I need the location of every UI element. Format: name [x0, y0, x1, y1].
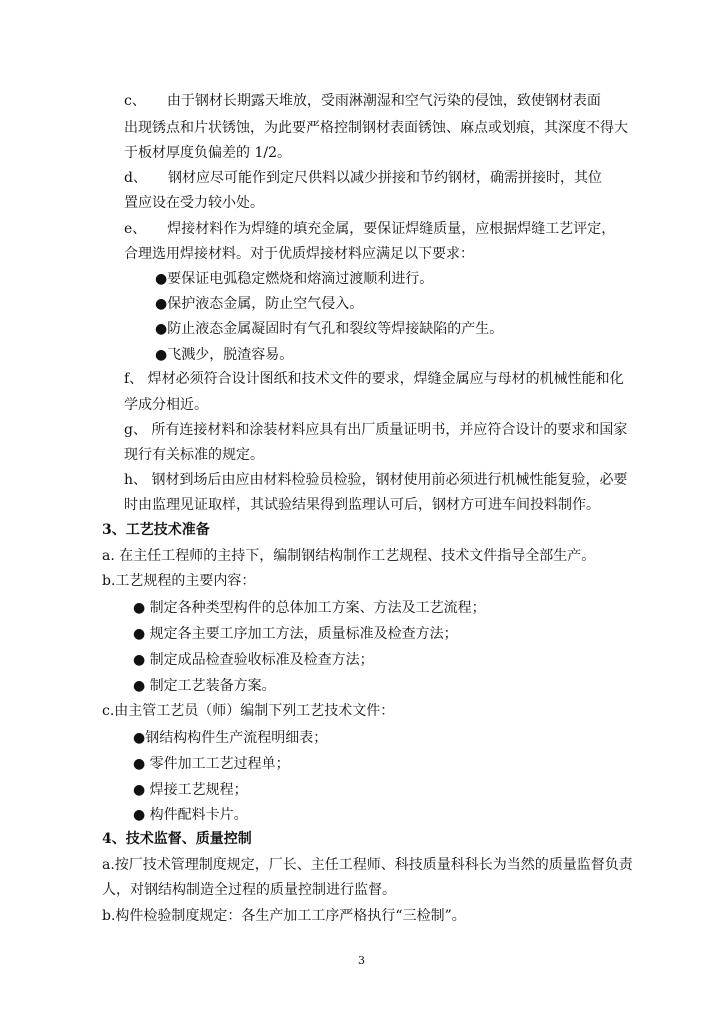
text-line: 学成分相近。	[124, 397, 208, 413]
bullet-item: ● 焊接工艺规程；	[133, 782, 248, 798]
bullet-item: ●保护液态金属，防止空气侵入。	[155, 296, 364, 312]
section-heading: 3、工艺技术准备	[102, 522, 210, 538]
text-line: c、 由于钢材长期露天堆放，受雨淋潮湿和空气污染的侵蚀，致使钢材表面	[124, 93, 601, 109]
bullet-item: ● 制定工艺装备方案。	[133, 678, 276, 694]
text-line: g、 所有连接材料和涂装材料应具有出厂质量证明书，并应符合设计的要求和国家	[124, 422, 628, 438]
text-line: b.构件检验制度规定：各生产加工工序严格执行“三检制”。	[102, 908, 466, 924]
text-line: 于板材厚度负偏差的 1/2。	[124, 145, 291, 161]
text-line: a.按厂技术管理制度规定，厂长、主任工程师、科技质量科科长为当然的质量监督负责	[102, 857, 633, 873]
text-line: a. 在主任工程师的主持下，编制钢结构制作工艺规程、技术文件指导全部生产。	[102, 548, 596, 564]
text-line: h、 钢材到场后由应由材料检验员检验，钢材使用前必须进行机械性能复验，必要	[124, 472, 628, 488]
text-line: c.由主管工艺员（师）编制下列工艺技术文件：	[102, 703, 395, 719]
text-line: 置应设在受力较小处。	[124, 195, 264, 211]
bullet-item: ●要保证电弧稳定燃烧和熔滴过渡顺利进行。	[155, 271, 434, 287]
text-line: 时由监理见证取样，其试验结果得到监理认可后，钢材方可进车间投料制作。	[124, 497, 600, 513]
text-line: f、 焊材必须符合设计图纸和技术文件的要求，焊缝金属应与母材的机械性能和化	[124, 371, 624, 387]
text-line: d、 钢材应尽可能作到定尺供料以减少拼接和节约钢材，确需拼接时，其位	[124, 170, 602, 186]
text-line: b.工艺规程的主要内容：	[102, 573, 256, 589]
bullet-item: ●防止液态金属凝固时有气孔和裂纹等焊接缺陷的产生。	[155, 321, 504, 337]
text-line: e、 焊接材料作为焊缝的填充金属，要保证焊缝质量，应根据焊缝工艺评定，	[124, 221, 616, 237]
bullet-item: ● 制定各种类型构件的总体加工方案、方法及工艺流程；	[133, 600, 486, 616]
bullet-item: ● 零件加工工艺过程单；	[133, 756, 290, 772]
section-heading: 4、技术监督、质量控制	[102, 831, 252, 847]
bullet-item: ●钢结构构件生产流程明细表；	[133, 730, 328, 746]
text-line: 出现锈点和片状锈蚀，为此要严格控制钢材表面锈蚀、麻点或划痕，其深度不得大	[124, 120, 628, 136]
bullet-item: ● 规定各主要工序加工方法，质量标准及检查方法；	[133, 626, 458, 642]
bullet-item: ● 制定成品检查验收标准及检查方法；	[133, 652, 374, 668]
bullet-item: ●飞溅少，脱渣容易。	[155, 347, 294, 363]
text-line: 合理选用焊接材料。对于优质焊接材料应满足以下要求：	[124, 246, 474, 262]
page-number: 3	[358, 954, 365, 967]
bullet-item: ● 构件配料卡片。	[133, 807, 248, 823]
text-line: 人，对钢结构制造全过程的质量控制进行监督。	[102, 882, 396, 898]
text-line: 现行有关标准的规定。	[124, 447, 264, 463]
